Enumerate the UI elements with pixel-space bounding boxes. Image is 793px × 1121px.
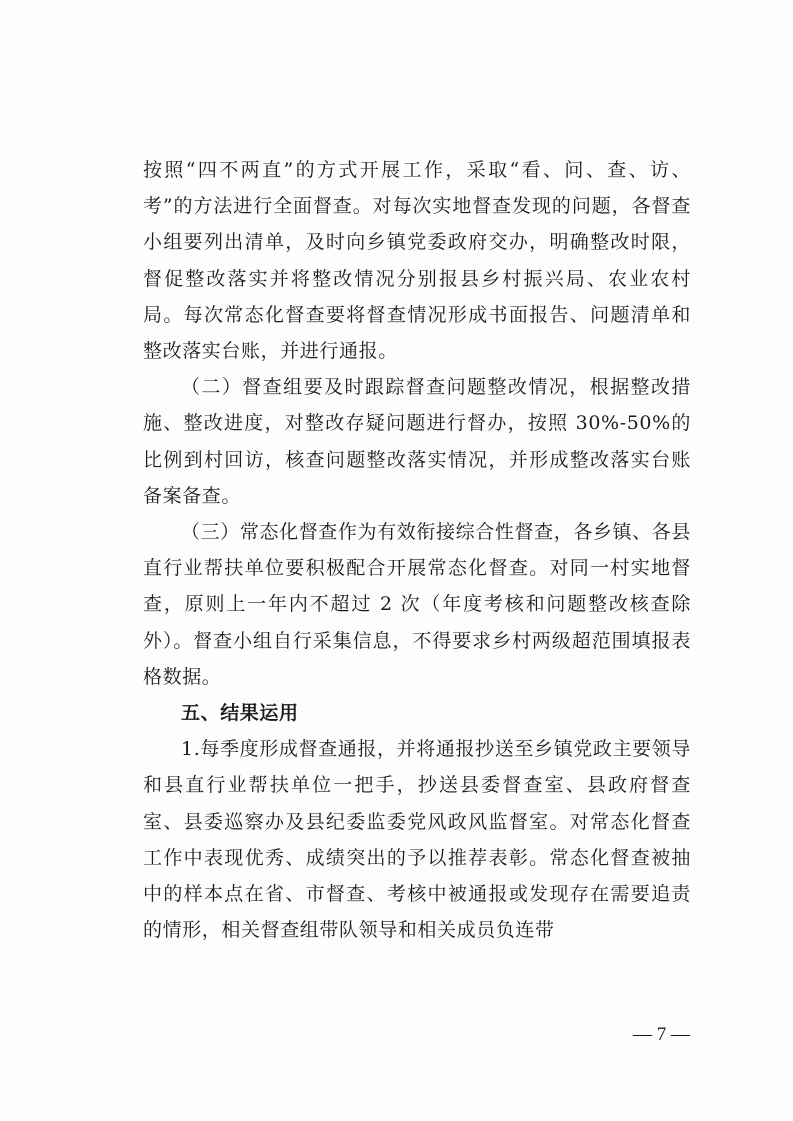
paragraph-item-3: （三）常态化督查作为有效衔接综合性督查，各乡镇、各县直行业帮扶单位要积极配合开展常态化督查。对同一村实地督查，原则上一年内不超过 2 次（年度考核和问题整改核查除外）。督查小组自行采集信息，不得要求乡村两级超范围填报表格数据。 [143, 521, 691, 688]
section-heading: 五、结果运用 [181, 702, 299, 725]
page-number: — 7 — [633, 1024, 690, 1045]
paragraph-continuation: 按照“四不两直”的方式开展工作，采取“看、问、查、访、考”的方法进行全面督查。对每次实地督查发现的问题，各督查小组要列出清单，及时向乡镇党委政府交办，明确整改时限，督促整改落实并将整改情况分别报县乡村振兴局、农业农村局。每次常态化督查要将督查情况形成书面报告、问题清单和整改落实台账，并进行通报。 [143, 159, 691, 363]
document-body [143, 152, 691, 948]
paragraph-result-1: 1.每季度形成督查通报，并将通报抄送至乡镇党政主要领导和县直行业帮扶单位一把手，抄送县委督查室、县政府督查室、县委巡察办及县纪委监委党风政风监督室。对常态化督查工作中表现优秀、成绩突出的予以推荐表彰。常态化督查被抽中的样本点在省、市督查、考核中被通报或发现存在需要追责的情形，相关督查组带队领导和相关成员负连带 [143, 738, 691, 942]
paragraph-item-2: （二）督查组要及时跟踪督查问题整改情况，根据整改措施、整改进度，对整改存疑问题进行督办，按照 30%-50%的比例到村回访，核查问题整改落实情况，并形成整改落实台账备案备查。 [143, 376, 691, 507]
